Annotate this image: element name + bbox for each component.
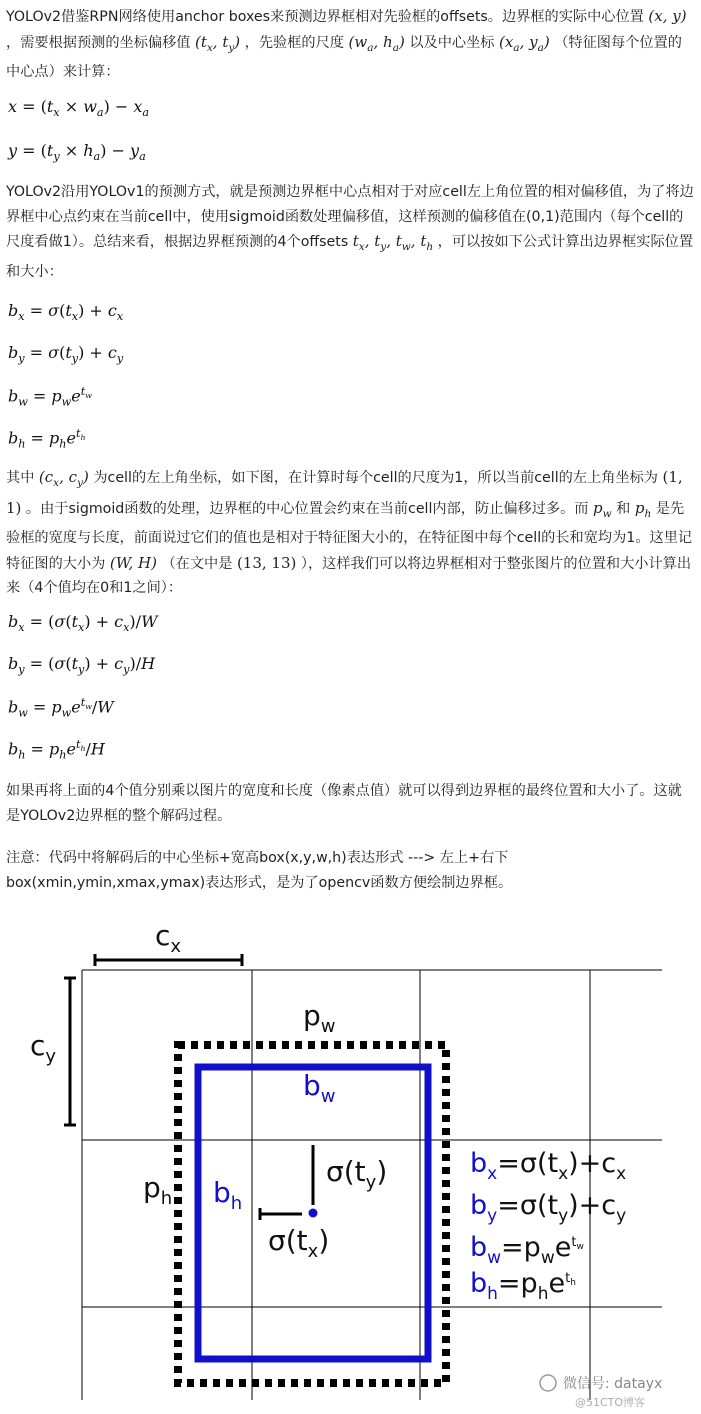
math-xy: (x, y) xyxy=(648,7,687,25)
equation-by-norm: $b_y = (\sigma(t_y) + c_y)/H$ xyxy=(8,654,156,677)
label-bh: $b_h$ xyxy=(213,1176,243,1214)
svg-text:@51CTO博客: @51CTO博客 xyxy=(575,1396,646,1409)
cx-bracket xyxy=(95,954,242,966)
paragraph-4: 如果再将上面的4个值分别乘以图片的宽度和长度（像素点值）就可以得到边界框的最终位置和大小了。这就是YOLOv2边界框的整个解码过程。 xyxy=(6,783,682,824)
watermark xyxy=(540,1375,662,1409)
svg-text:微信号: datayx: 微信号: datayx xyxy=(563,1376,663,1392)
paragraph-5: 注意：代码中将解码后的中心坐标+宽高box(x,y,w,h)表达形式 ---> 左上+右下box(xmin,ymin,xmax,ymax)表达形式，是为了opencv函数方便绘制边界框。 xyxy=(6,850,513,891)
formula-bw: $b_w=p_we^tw$ xyxy=(470,1232,584,1268)
formula-bh: $b_h=p_he^th$ xyxy=(470,1268,576,1304)
cy-bracket xyxy=(64,978,76,1125)
label-cy: $c_y$ xyxy=(30,1029,57,1067)
equation-x: $x = (t_x \times w_a) - x_a$ xyxy=(8,97,150,120)
center-point xyxy=(309,1209,318,1218)
equation-y: $y = (t_y \times h_a) - y_a$ xyxy=(8,141,146,164)
equation-by: $b_y = \sigma(t_y) + c_y$ xyxy=(8,343,124,366)
label-sigma-tx: $\sigma(t_x)$ xyxy=(268,1224,330,1262)
equation-bh: $b_h = p_he^{t_h}$ xyxy=(8,427,86,451)
paragraph-2: YOLOv2沿用YOLOv1的预测方式，就是预测边界框中心点相对于对应cell左上角位置的相对偏移值，为了将边界框中心点约束在当前cell中，使用sigmoid函数处理偏移值，这样预测的偏移值在(0,1)范围内（每个cell的尺度看做1）。总结来看，根据边界框预测的4个offsets $t_x$, $t_y$, $t_w$, $t_h$ ，可以按如下公式计算出边界框实际位置和大小： xyxy=(6,184,694,280)
math-offsets: $t_x$, $t_y$, $t_w$, $t_h$ xyxy=(352,232,434,253)
paragraph-3: 其中 ($c_x$, $c_y$) 为cell的左上角坐标，如下图，在计算时每个cell的尺度为1，所以当前cell的左上角坐标为 (1, 1) 。由于sigmoid函数的处理，边界框的中心位置会约束在当前cell内部，防止偏移过多。而 $p_w$ 和 $p_h$ 是先验框的宽度与长度，前面说过它们的值也是相对于特征图大小的，在特征图中每个cell的长和宽均为1。这里记特征图的大小为 (W, H) （在文中是 (13, 13) ），这样我们可以将边界框相对于整张图片的位置和大小计算出来（4个值均在0和1之间）： xyxy=(6,468,693,596)
math-xaya: ($x_a$, $y_a$) xyxy=(498,32,550,54)
equation-bh-norm: $b_h = p_he^{t_h}/H$ xyxy=(8,738,105,762)
formula-by: $b_y=\sigma(t_y)+c_y$ xyxy=(470,1190,627,1226)
equation-bx: $b_x = \sigma(t_x) + c_x$ xyxy=(8,301,124,324)
label-sigma-ty: $\sigma(t_y)$ xyxy=(326,1155,388,1193)
label-ph: $p_h$ xyxy=(143,1171,173,1209)
equation-bw-norm: $b_w = p_we^{t_w}/W$ xyxy=(8,696,114,720)
label-bw: $b_w$ xyxy=(303,1069,336,1107)
math-waha: ($w_a$, $h_a$) xyxy=(348,32,405,54)
paragraph-1: YOLOv2借鉴RPN网络使用anchor boxes来预测边界框相对先验框的offsets。边界框的实际中心位置 (x, y) ，需要根据预测的坐标偏移值 ($t_x$, $t_y$) ，先验框的尺度 ($w_a$, $h_a$) 以及中心坐标 ($x_a$, $y_a$) （特征图每个位置的中心点）来计算： xyxy=(6,7,687,80)
equation-bx-norm: $b_x = (\sigma(t_x) + c_x)/W$ xyxy=(8,612,158,635)
equation-bw: $b_w = p_we^{t_w}$ xyxy=(8,385,92,409)
math-txty: ($t_x$, $t_y$) xyxy=(194,32,241,54)
label-pw: $p_w$ xyxy=(303,999,336,1037)
formula-bx: $b_x=\sigma(t_x)+c_x$ xyxy=(470,1148,627,1184)
label-cx: $c_x$ xyxy=(155,919,182,957)
diagram-formulas xyxy=(470,1148,626,1304)
